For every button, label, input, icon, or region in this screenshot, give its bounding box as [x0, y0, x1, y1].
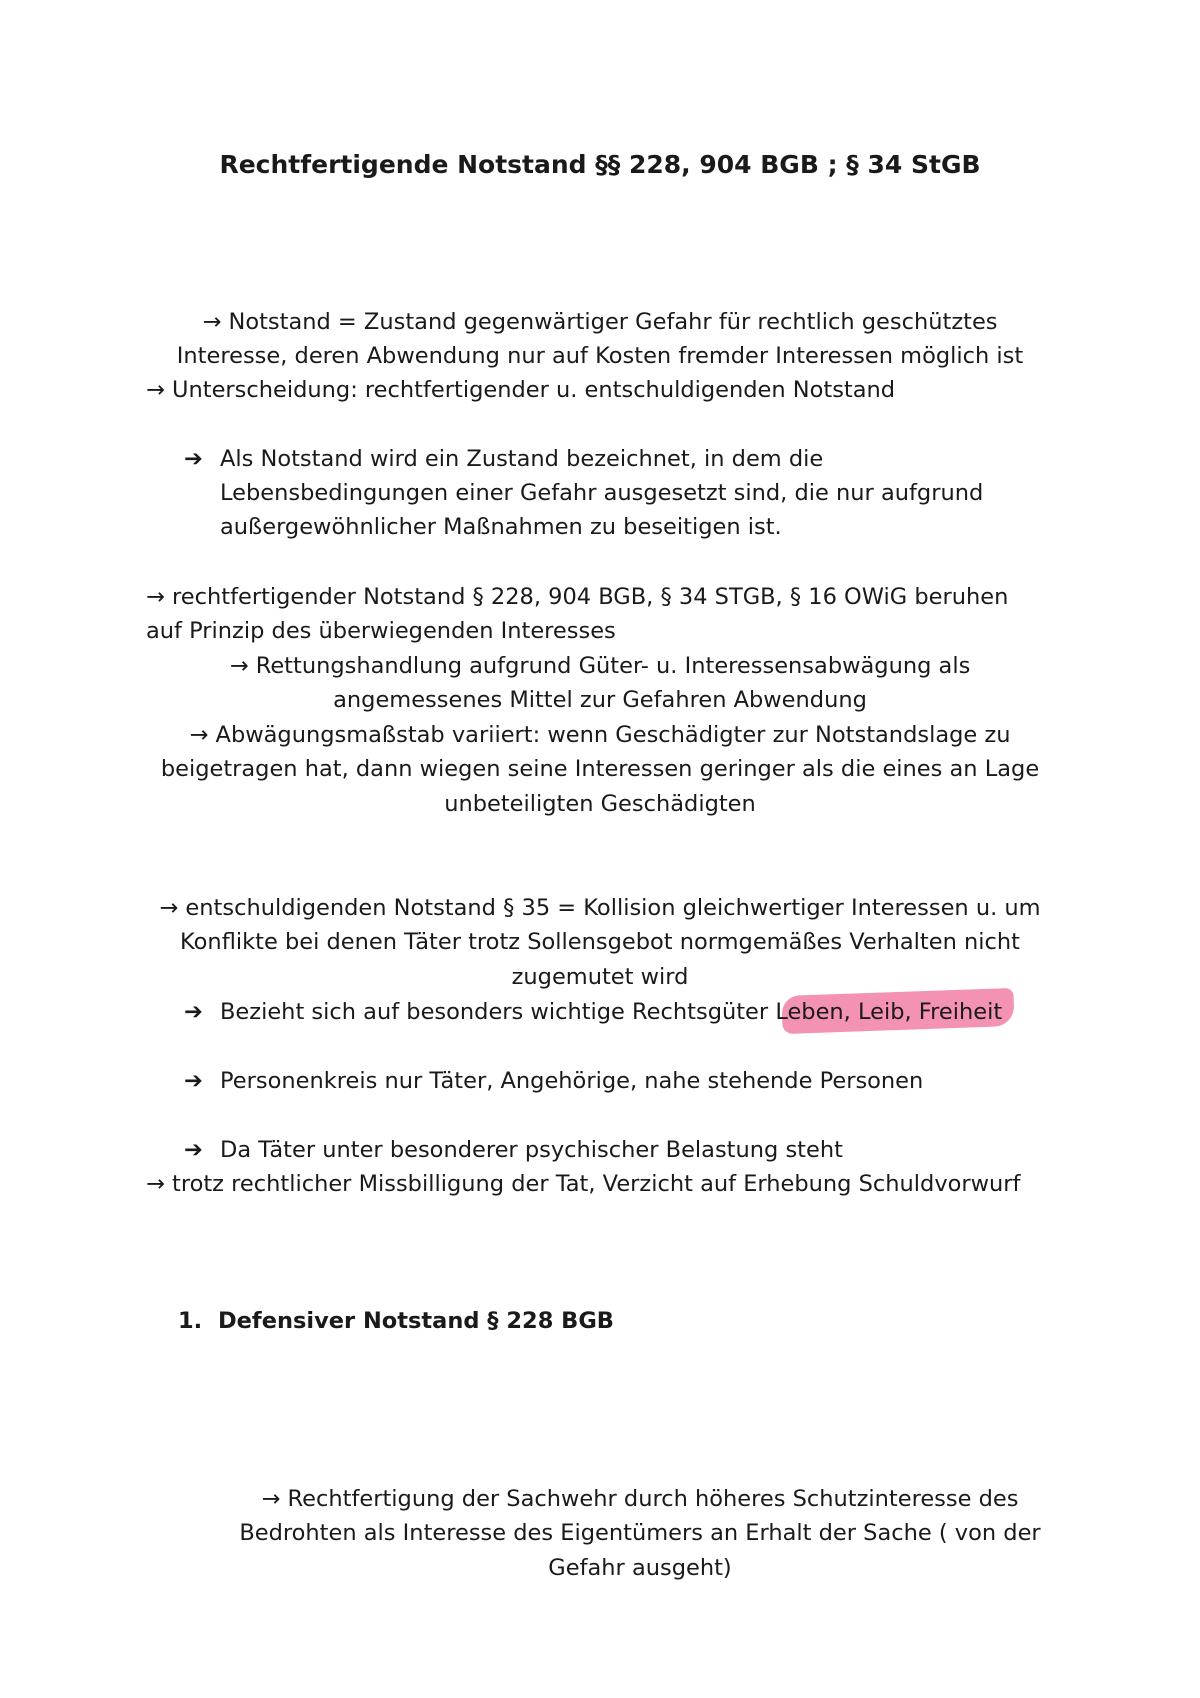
bullet-arrow: [184, 995, 203, 1029]
arrow-icon: →: [146, 584, 165, 610]
paragraph-line: Konflikte bei denen Täter trotz Sollensgebot normgemäßes Verhalten nicht: [180, 929, 1020, 955]
paragraph-line: Da Täter unter besonderer psychischer Belastung steht: [220, 1137, 843, 1163]
arrow-icon: →: [202, 309, 222, 335]
paragraph-line: Lebensbedingungen einer Gefahr ausgesetzt sind, die nur aufgrund: [220, 480, 984, 506]
arrow-icon: →: [261, 1486, 281, 1512]
paragraph-line: Gefahr ausgeht): [548, 1555, 732, 1581]
arrow-icon: →: [189, 722, 209, 748]
paragraph-line: → Rechtfertigung der Sachwehr durch höheres Schutzinteresse des: [261, 1486, 1019, 1512]
arrow-icon: →: [229, 653, 249, 679]
paragraph-line: Personenkreis nur Täter, Angehörige, nahe stehende Personen: [220, 1068, 924, 1094]
paragraph-line: außergewöhnlicher Maßnahmen zu beseitigen ist.: [220, 514, 782, 540]
arrow-right-bold-icon: ➔: [184, 999, 203, 1025]
paragraph-line: auf Prinzip des überwiegenden Interesses: [146, 618, 616, 644]
paragraph-line: Bedrohten als Interesse des Eigentümers an Erhalt der Sache ( von der: [239, 1520, 1041, 1546]
paragraph-line: Interesse, deren Abwendung nur auf Kosten fremder Interessen möglich ist: [176, 343, 1024, 369]
page-title: Rechtfertigende Notstand §§ 228, 904 BGB ; § 34 StGB: [219, 150, 981, 179]
highlighted-text: Leben, Leib, Freiheit: [775, 999, 1003, 1025]
paragraph-line: → entschuldigenden Notstand § 35 = Kollision gleichwertiger Interessen u. um: [159, 895, 1041, 921]
paragraph-line: unbeteiligten Geschädigten: [444, 791, 756, 817]
paragraph-line: → rechtfertigender Notstand § 228, 904 BGB, § 34 STGB, § 16 OWiG beruhen: [146, 584, 1009, 610]
arrow-right-bold-icon: ➔: [184, 1068, 203, 1094]
section-heading: Defensiver Notstand § 228 BGB: [218, 1308, 614, 1334]
paragraph-line: → trotz rechtlicher Missbilligung der Tat, Verzicht auf Erhebung Schuldvorwurf: [146, 1171, 1021, 1197]
bullet-arrow: [184, 1133, 203, 1167]
paragraph-line: Bezieht sich auf besonders wichtige Rechtsgüter Leben, Leib, Freiheit: [220, 999, 1003, 1025]
section-number: 1.: [178, 1308, 203, 1334]
paragraph-line: → Notstand = Zustand gegenwärtiger Gefahr für rechtlich geschütztes: [202, 309, 998, 335]
arrow-icon: →: [146, 377, 165, 403]
paragraph-line: → Abwägungsmaßstab variiert: wenn Geschädigter zur Notstandslage zu: [189, 722, 1011, 748]
bullet-arrow: [184, 442, 203, 476]
arrow-icon: →: [146, 1171, 165, 1197]
paragraph-line: angemessenes Mittel zur Gefahren Abwendung: [333, 687, 867, 713]
paragraph-line: beigetragen hat, dann wiegen seine Interessen geringer als die eines an Lage: [160, 756, 1040, 782]
paragraph-line: → Rettungshandlung aufgrund Güter- u. Interessensabwägung als: [229, 653, 971, 679]
paragraph-line: zugemutet wird: [511, 964, 689, 990]
bullet-arrow: [184, 1064, 203, 1098]
paragraph-line: → Unterscheidung: rechtfertigender u. entschuldigenden Notstand: [146, 377, 896, 403]
paragraph-line: Als Notstand wird ein Zustand bezeichnet, in dem die: [220, 446, 824, 472]
arrow-icon: →: [159, 895, 179, 921]
arrow-right-bold-icon: ➔: [184, 446, 203, 472]
arrow-right-bold-icon: ➔: [184, 1137, 203, 1163]
